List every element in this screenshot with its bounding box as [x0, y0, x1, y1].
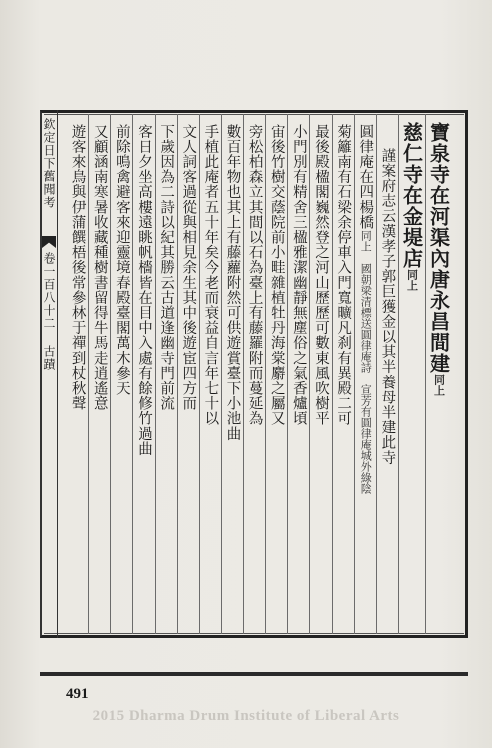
column-text: 圓律庵在四楊橋 — [357, 124, 374, 230]
column-text: 遊客來鳥與伊蒲饌梧後常參林于禪到杖秋聲 — [69, 124, 86, 411]
column-rule — [155, 114, 156, 634]
text-column — [290, 124, 307, 426]
column-text: 菊籬南有石梁余停車入門寬曠凡刹有異殿二可 — [335, 124, 352, 426]
bottom-border — [40, 672, 468, 676]
text-column — [312, 124, 329, 426]
column-rule — [88, 114, 89, 634]
column-text: 小門別有精舍三楹雅潔幽靜無塵俗之氣香爐頃 — [290, 124, 307, 426]
column-rule — [398, 114, 399, 634]
column-text: 文人詞客過從與相見余生其中後遊宦四方而 — [180, 124, 197, 411]
text-column — [201, 124, 218, 426]
spine-title: 欽定日下舊聞考 — [42, 118, 56, 209]
text-column — [179, 124, 196, 411]
column-rule — [265, 114, 266, 634]
text-column — [334, 124, 351, 426]
watermark: 2015 Dharma Drum Institute of Liberal Arts — [92, 708, 400, 724]
text-column — [91, 124, 108, 411]
text-column — [428, 122, 450, 396]
column-rule — [110, 114, 111, 634]
column-rule — [354, 114, 355, 634]
text-column — [356, 124, 373, 494]
column-rule — [309, 114, 310, 634]
text-column — [157, 124, 174, 411]
column-text: 最後殿楹閣巍然登之河山歷歷可數東風吹樹平 — [313, 124, 330, 426]
text-column — [378, 148, 395, 465]
column-rule — [199, 114, 200, 634]
text-column — [401, 122, 423, 291]
column-note: 同上 — [405, 269, 419, 291]
spine-volume: 卷一百八十二 古蹟 — [42, 252, 56, 371]
column-note: 同上 國朝梁清標送圓律庵詩 宣芳有圓律庵城外綠陰 — [359, 229, 373, 494]
column-rule — [132, 114, 133, 634]
text-column — [135, 124, 152, 456]
column-text: 謹案府志云漢孝子郭巨獲金以其半養母半建此寺 — [379, 148, 396, 466]
text-column — [69, 124, 86, 411]
column-text: 手植此庵者五十年矣今老而衰益自言年七十以 — [202, 124, 219, 426]
column-text: 慈仁寺在金堤店 — [399, 122, 424, 269]
column-text: 前除鳴禽避客來迎靈境春殿臺閣萬木參天 — [113, 124, 130, 396]
column-text: 客日夕坐高樓遠眺帆檣皆在目中入處有餘修竹過曲 — [135, 124, 152, 457]
text-column — [224, 124, 241, 441]
column-rule — [177, 114, 178, 634]
column-rule — [425, 114, 426, 634]
column-rule — [243, 114, 244, 634]
column-note: 同上 — [432, 374, 446, 396]
column-text: 數百年物也其上有藤蘿附然可供遊賞臺下小池曲 — [224, 124, 241, 442]
column-text: 宙後竹樹交蔭院前小畦雜植牡丹海棠麝之屬又 — [268, 124, 285, 426]
column-text: 又顧涵南寒暑收藏種樹書留得牛馬走逍遙意 — [91, 124, 108, 411]
page-number: 491 — [66, 686, 89, 702]
column-rule — [287, 114, 288, 634]
column-text: 下歲因為二詩以紀其勝云古道逢幽寺門前流 — [158, 124, 175, 411]
column-text: 寶泉寺在河渠內唐永昌間建 — [426, 122, 451, 374]
text-column — [268, 124, 285, 426]
column-rule — [332, 114, 333, 634]
column-text: 旁松柏森立其間以石為臺上有藤羅附而蔓延為 — [246, 124, 263, 426]
column-rule — [376, 114, 377, 634]
text-column — [246, 124, 263, 426]
text-column — [113, 124, 130, 396]
column-rule — [221, 114, 222, 634]
